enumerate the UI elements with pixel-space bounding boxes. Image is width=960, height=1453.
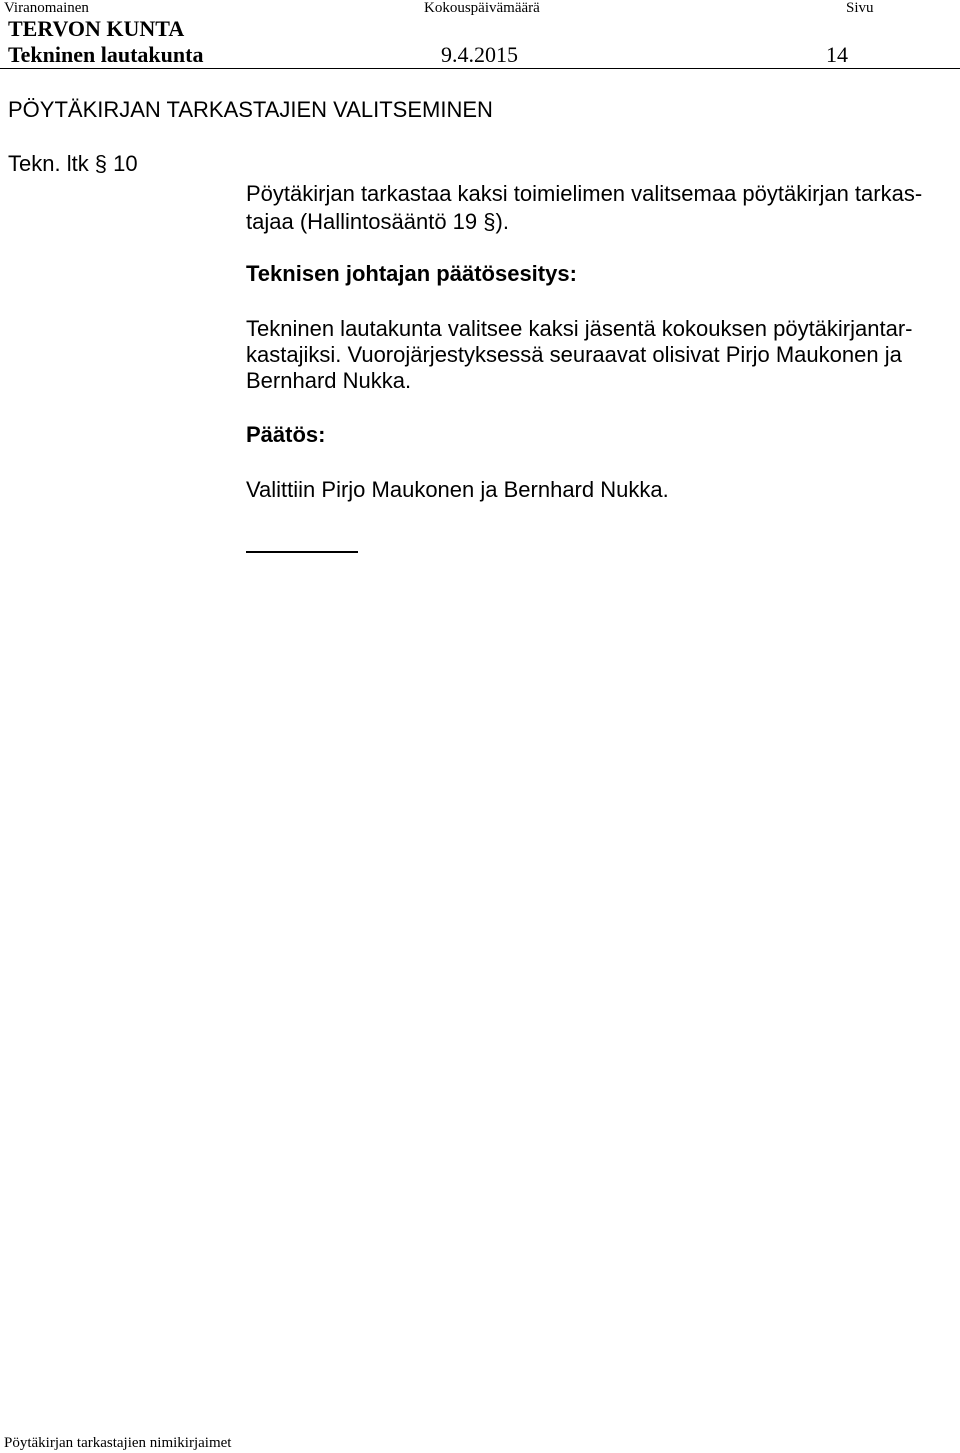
page-number: 14: [826, 42, 848, 67]
meeting-date: 9.4.2015: [441, 42, 518, 67]
intro-line-1: Pöytäkirjan tarkastaa kaksi toimielimen valitsemaa pöytäkirjan tarkas-: [246, 181, 923, 206]
authority-name: Tekninen lautakunta: [8, 42, 204, 67]
proposal-line-2: kastajiksi. Vuorojärjestyksessä seuraavat olisivat Pirjo Maukonen ja: [246, 342, 902, 367]
proposal-line-1: Tekninen lautakunta valitsee kaksi jäsentä kokouksen pöytäkirjantar-: [246, 316, 913, 341]
footer-initials-label: Pöytäkirjan tarkastajien nimikirjaimet: [4, 1435, 232, 1451]
header-label-meeting-date: Kokouspäivämäärä: [424, 0, 540, 16]
section-title: PÖYTÄKIRJAN TARKASTAJIEN VALITSEMINEN: [8, 97, 493, 122]
organization-name: TERVON KUNTA: [8, 16, 185, 41]
header-divider: [0, 68, 960, 69]
header-label-authority: Viranomainen: [4, 0, 89, 16]
proposal-heading: Teknisen johtajan päätösesitys:: [246, 261, 577, 286]
section-reference: Tekn. ltk § 10: [8, 151, 138, 176]
proposal-line-3: Bernhard Nukka.: [246, 368, 412, 393]
intro-line-2: tajaa (Hallintosääntö 19 §).: [246, 209, 509, 234]
decision-text: Valittiin Pirjo Maukonen ja Bernhard Nukka.: [246, 477, 669, 502]
decision-heading: Päätös:: [246, 422, 326, 447]
header-label-page: Sivu: [846, 0, 874, 16]
end-rule: [246, 551, 358, 553]
